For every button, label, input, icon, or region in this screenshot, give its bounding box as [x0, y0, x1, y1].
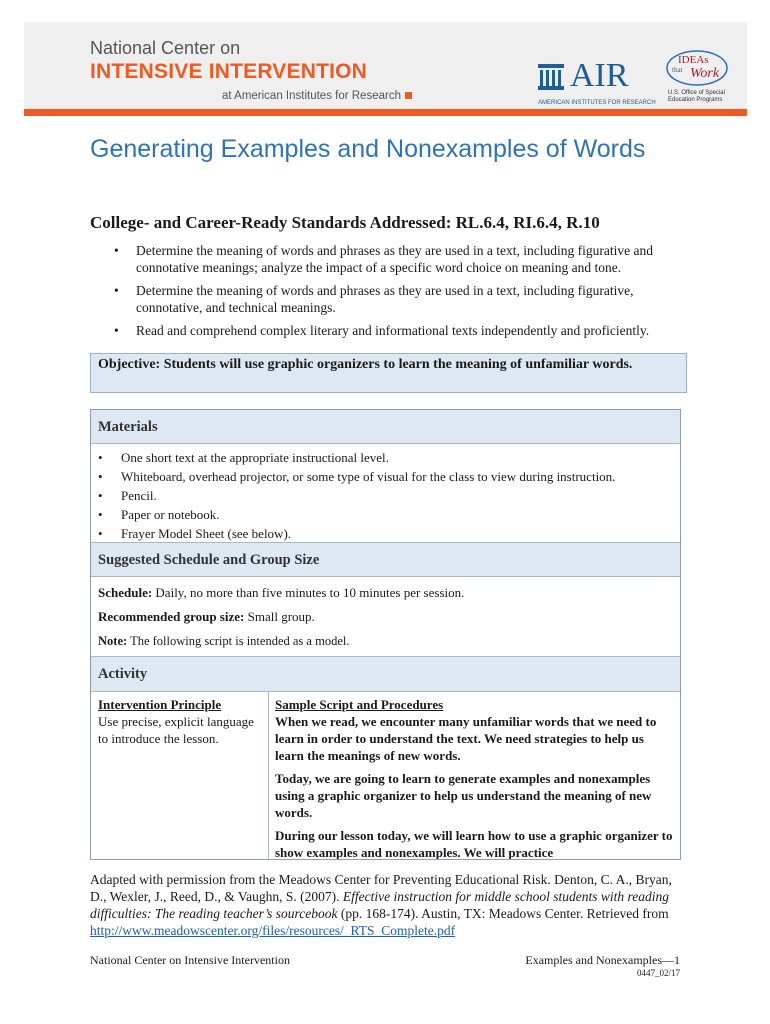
citation-title: Effective instruction for middle school students with reading difficulties: The reading teacher’s sourcebook: [90, 889, 669, 921]
citation-footnote: Adapted with permission from the Meadows Center for Preventing Educational Risk. Denton, C. A., Bryan, D., Wexler, J., Reed, D., & Vaughn, S. (2007). Effective instruction for middle school students with reading difficulties: The reading teacher’s sourcebook (pp. 168-174). Austin, TX: Meadows Center. Retrieved from http://www.meadowscenter.org/files/resources/_RTS_Complete.pdf: [90, 872, 672, 938]
standards-heading: College- and Career-Ready Standards Addressed: RL.6.4, RI.6.4, R.10: [90, 213, 600, 232]
citation-link[interactable]: http://www.meadowscenter.org/files/resources/_RTS_Complete.pdf: [90, 923, 456, 938]
ideas-that-work-logo: [662, 48, 732, 128]
principle-text: Use precise, explicit language to introduce the lesson.: [98, 714, 254, 746]
standards-list: [90, 242, 690, 345]
activity-heading: Activity: [91, 657, 680, 692]
materials-item: • Paper or notebook.: [91, 505, 680, 524]
orange-square-icon: [405, 92, 412, 99]
objective-box: Objective: Students will use graphic organizers to learn the meaning of unfamiliar words.: [90, 353, 687, 393]
script-paragraph: When we read, we encounter many unfamiliar words that we need to learn in order to understand the text. We need strategies to help us learn the meanings of new words.: [275, 714, 657, 763]
schedule-details: [98, 585, 673, 649]
standards-item: • Read and comprehend complex literary and informational texts independently and proficiently.: [90, 322, 690, 339]
org-name-line2: INTENSIVE INTERVENTION: [90, 60, 368, 83]
materials-item: • Pencil.: [91, 486, 680, 505]
standards-item: • Determine the meaning of words and phrases as they are used in a text, including figurative and connotative meanings; analyze the impact of a specific word choice on meaning and tone.: [90, 242, 690, 276]
footer-page-label: Examples and Nonexamples—1: [525, 953, 680, 967]
header-banner: [24, 22, 747, 110]
principle-header: Intervention Principle: [98, 697, 222, 712]
intervention-principle-cell: [98, 696, 263, 747]
lesson-table: [90, 409, 681, 860]
air-logo-subtitle: AMERICAN INSTITUTES FOR RESEARCH: [538, 100, 656, 106]
ideas-logo-line2: that: [672, 66, 683, 74]
materials-list: [91, 448, 680, 543]
standards-item: • Determine the meaning of words and phrases as they are used in a text, including figurative, connotative, and technical meanings.: [90, 282, 690, 316]
group-size-line: Recommended group size: Small group.: [98, 609, 315, 624]
script-paragraph: During our lesson today, we will learn how to use a graphic organizer to show examples and nonexamples. We will practice: [275, 828, 673, 860]
org-name-line3: at American Institutes for Research: [222, 90, 412, 102]
org-name-line1: National Center on: [90, 38, 241, 58]
air-logo-text: AIR: [570, 57, 629, 94]
ideas-logo-subtitle: U.S. Office of Special Education Programs: [668, 90, 725, 103]
columns-icon: [538, 64, 564, 90]
schedule-line: Schedule: Daily, no more than five minutes to 10 minutes per session.: [98, 585, 465, 600]
footer-doc-code: 0447_02/17: [636, 968, 680, 978]
note-line: Note: The following script is intended as a model.: [98, 634, 350, 648]
schedule-heading: Suggested Schedule and Group Size: [91, 543, 680, 577]
script-paragraph: Today, we are going to learn to generate examples and nonexamples using a graphic organizer to help us understand the meaning of new words.: [275, 771, 652, 820]
page-title: Generating Examples and Nonexamples of Words: [90, 135, 646, 163]
materials-item: • One short text at the appropriate instructional level.: [91, 448, 680, 467]
footer-org: National Center on Intensive Intervention: [90, 953, 290, 967]
header-accent-rule: [24, 109, 747, 116]
materials-item: • Whiteboard, overhead projector, or some type of visual for the class to view during instruction.: [91, 467, 680, 486]
script-header: Sample Script and Procedures: [275, 697, 444, 712]
column-divider: [268, 692, 269, 860]
sample-script-cell: [275, 696, 675, 860]
materials-item: • Frayer Model Sheet (see below).: [91, 524, 680, 543]
ideas-logo-line1: IDEAs: [678, 54, 709, 66]
materials-heading: Materials: [91, 410, 680, 444]
ideas-logo-line3: Work: [690, 66, 720, 81]
